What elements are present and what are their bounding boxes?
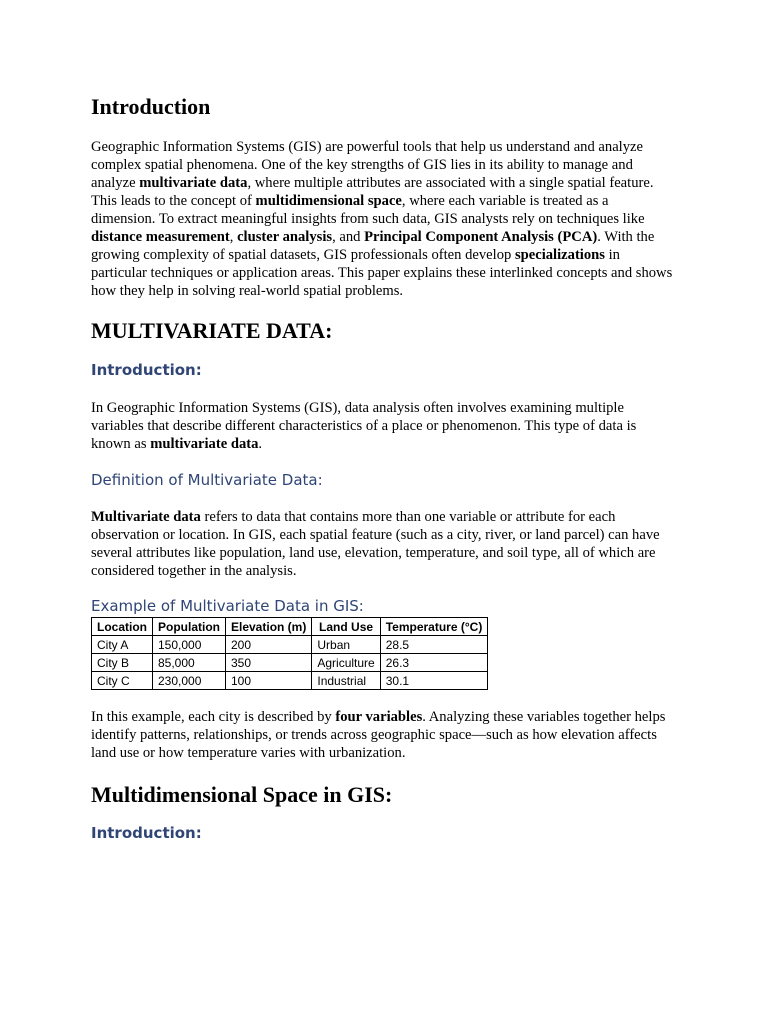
intro-paragraph [91, 138, 676, 300]
text-run: In Geographic Information Systems (GIS), data analysis often involves examining multiple variables that describe different characteristics of a place or phenomenon. This type of data is known as [91, 400, 637, 452]
text-run: In this example, each city is described by [91, 709, 336, 725]
table-cell: 30.1 [380, 672, 488, 690]
definition-paragraph [91, 508, 676, 580]
table-row [92, 636, 488, 654]
table-cell: 150,000 [153, 636, 226, 654]
text-run: . Analyzing these variables together helps identify patterns, relationships, or trends across geographic space—such as how elevation affects land use or how temperature varies with urbanization. [91, 709, 666, 761]
multivariate-data-table [91, 617, 488, 690]
table-cell: Industrial [312, 672, 380, 690]
subheading-definition: Definition of Multivariate Data: [91, 471, 323, 489]
text-run: Geographic Information Systems (GIS) are powerful tools that help us understand and analyze complex spatial phenomena. One of the key strengths of GIS lies in its ability to manage and analyze [91, 139, 643, 191]
multivariate-intro-paragraph [91, 399, 676, 453]
subheading-introduction-2: Introduction: [91, 824, 202, 842]
text-run: refers to data that contains more than one variable or attribute for each observation or location. In GIS, each spatial feature (such as a city, river, or land parcel) can have several attributes like population, land use, elevation, temperature, and soil type, all of which are considered together in the analysis. [91, 509, 660, 579]
table-header-row [92, 618, 488, 636]
text-run: , where each variable is treated as a dimension. To extract meaningful insights from such data, GIS analysts rely on techniques like [91, 193, 645, 227]
bold-term: multivariate data [150, 436, 259, 452]
bold-term: Principal Component Analysis (PCA) [364, 229, 598, 245]
subheading-introduction: Introduction: [91, 361, 202, 379]
bold-term: cluster analysis [237, 229, 333, 245]
table-cell: Agriculture [312, 654, 380, 672]
bold-term: multidimensional space [255, 193, 402, 209]
bold-term: distance measurement [91, 229, 230, 245]
subheading-example: Example of Multivariate Data in GIS: [91, 597, 364, 615]
table-cell: 230,000 [153, 672, 226, 690]
text-run: in particular techniques or application areas. This paper explains these interlinked concepts and shows how they help in solving real-world spatial problems. [91, 247, 673, 299]
table-cell: 350 [226, 654, 312, 672]
text-run: , [229, 229, 238, 245]
section-heading-multidimensional-space: Multidimensional Space in GIS: [91, 782, 393, 807]
bold-term: specializations [514, 247, 605, 263]
table-cell: 100 [226, 672, 312, 690]
table-cell: 28.5 [380, 636, 488, 654]
section-heading-introduction: Introduction [91, 94, 211, 119]
table-cell: City B [92, 654, 153, 672]
text-run: . [258, 436, 263, 452]
table-header-cell: Temperature (°C) [380, 618, 488, 636]
example-explanation-paragraph [91, 708, 676, 762]
table-cell: Urban [312, 636, 380, 654]
table-cell: 85,000 [153, 654, 226, 672]
table-header-cell: Land Use [312, 618, 380, 636]
text-run: . With the growing complexity of spatial datasets, GIS professionals often develop [91, 229, 655, 263]
table-cell: 200 [226, 636, 312, 654]
table-cell: 26.3 [380, 654, 488, 672]
table-header-cell: Population [153, 618, 226, 636]
text-run: , where multiple attributes are associated with a single spatial feature. This leads to the concept of [91, 175, 654, 209]
table-header-cell: Location [92, 618, 153, 636]
bold-term: four variables [335, 709, 423, 725]
bold-term: Multivariate data [91, 509, 201, 525]
table-row [92, 672, 488, 690]
section-heading-multivariate-data: MULTIVARIATE DATA: [91, 318, 333, 343]
table-cell: City C [92, 672, 153, 690]
bold-term: multivariate data [139, 175, 248, 191]
table-cell: City A [92, 636, 153, 654]
table-row [92, 654, 488, 672]
text-run: , and [332, 229, 365, 245]
table-header-cell: Elevation (m) [226, 618, 312, 636]
